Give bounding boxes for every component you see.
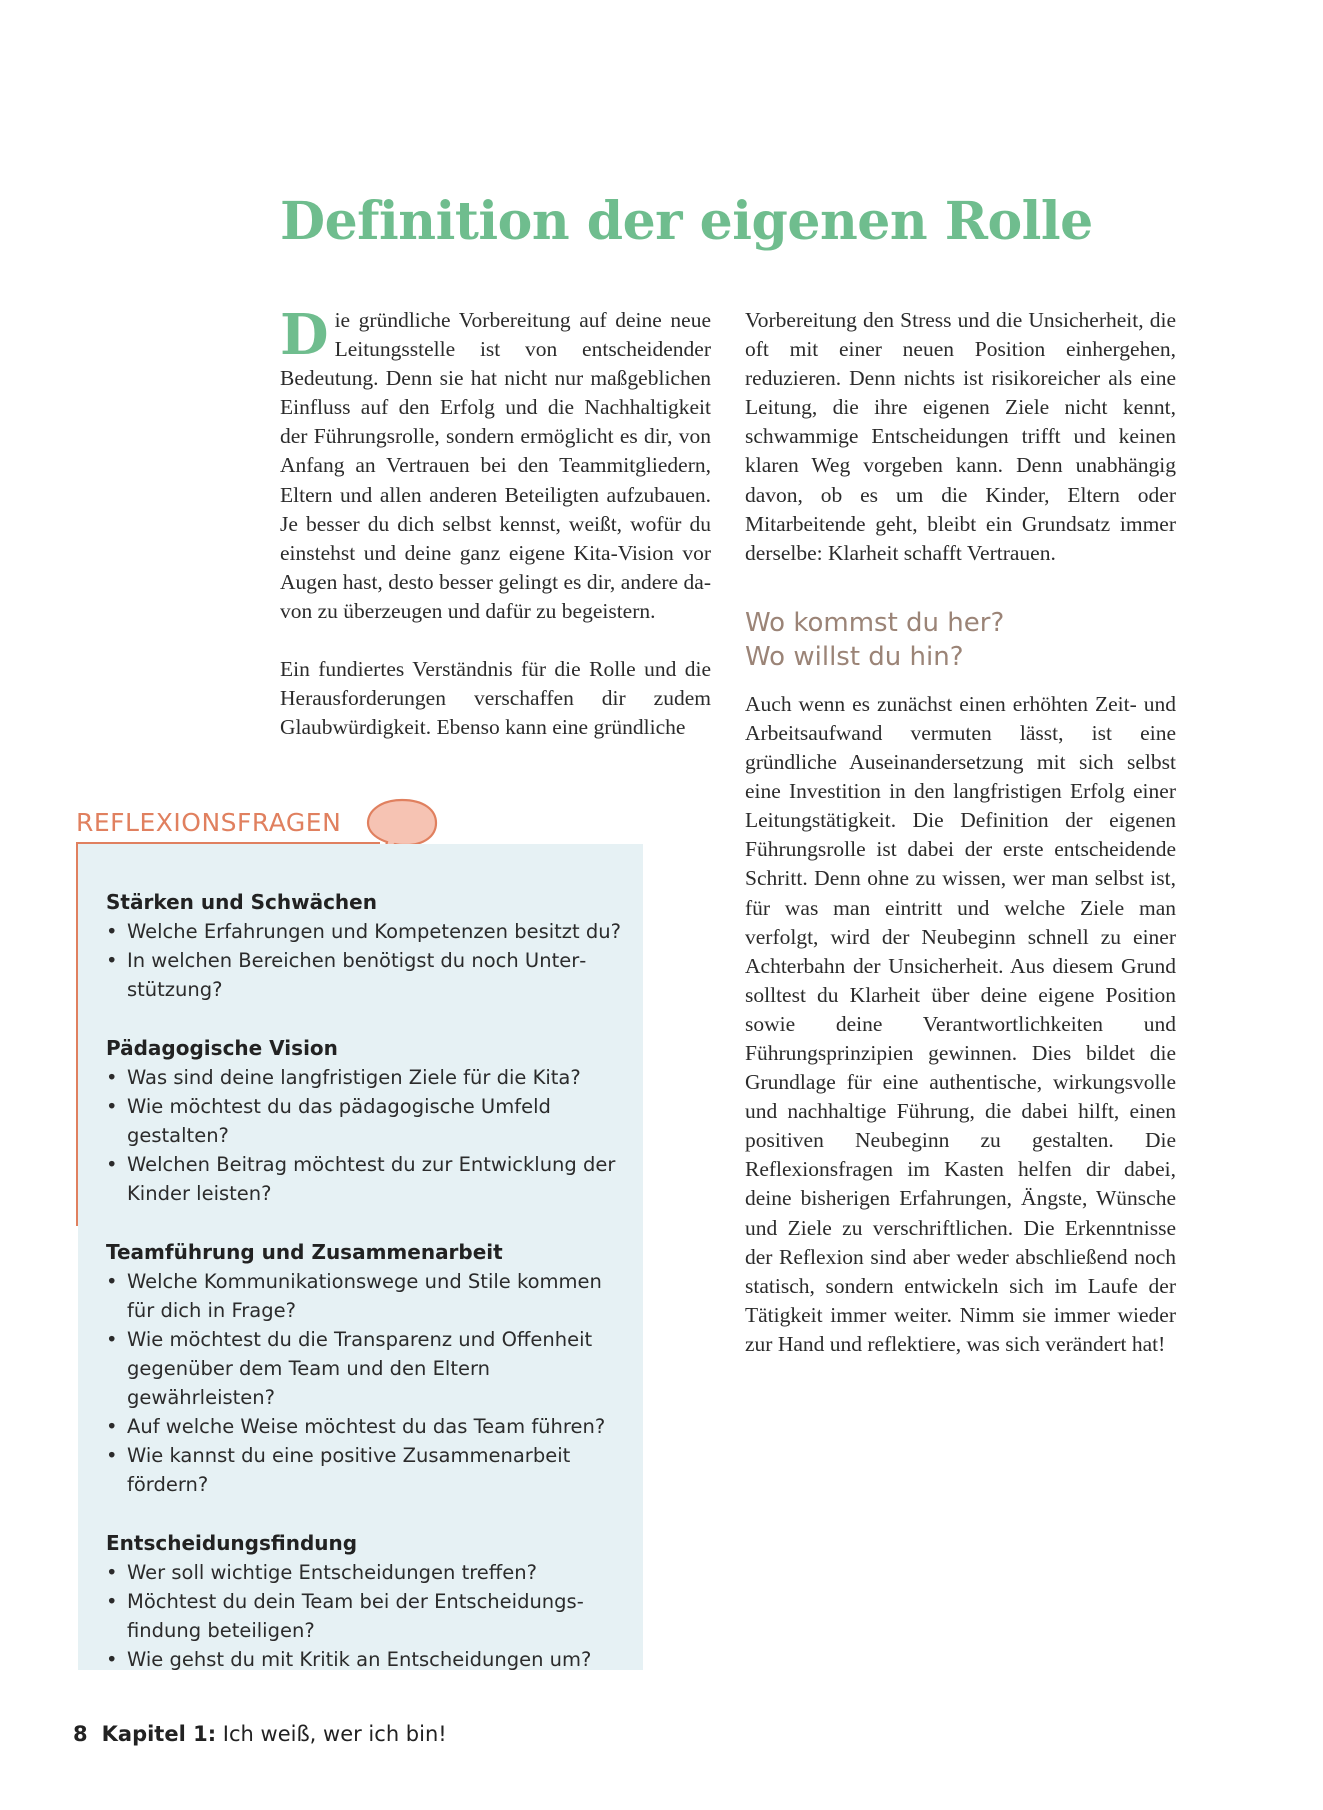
question-item: • Was sind deine langfristigen Ziele für die Kita?	[106, 1063, 626, 1092]
question-group	[106, 1034, 626, 1208]
question-item: • Wie möchtest du die Transparenz und Offenheit gegenüber dem Team und den Eltern gewährleisten?	[106, 1325, 626, 1412]
chapter-label: Kapitel 1:	[101, 1722, 217, 1746]
question-group-heading: Stärken und Schwächen	[106, 890, 377, 914]
question-item: • Wer soll wichtige Entscheidungen treffen?	[106, 1558, 626, 1587]
question-list	[106, 1267, 626, 1499]
intro-paragraph-2-continued: Vorbereitung den Stress und die Unsicherheit, die oft mit einer neuen Position einhergehen, reduzieren. Denn nichts ist risikoreicher als eine Leitung, die ihre eigenen Ziele nicht kennt, schwammige Entscheidungen trifft und keinen klaren Weg vorgeben kann. Denn unabhängig davon, ob es um die Kinder, Eltern oder Mitarbeitende geht, bleibt ein Grundsatz immer derselbe: Klarheit schafft Vertrauen.	[745, 308, 1176, 565]
drop-cap: D	[280, 302, 329, 368]
reflexion-label: REFLEXIONSFRAGEN	[76, 808, 342, 837]
chapter-title: Ich weiß, wer ich bin!	[222, 1722, 447, 1746]
question-list	[106, 1558, 626, 1674]
question-list	[106, 1063, 626, 1208]
page-footer	[73, 1720, 447, 1748]
question-item: • Wie möchtest du das pädagogische Umfeld gestalten?	[106, 1092, 626, 1150]
question-group-heading: Teamführung und Zusammenarbeit	[106, 1240, 503, 1264]
question-item: • Welche Erfahrungen und Kompetenzen besitzt du?	[106, 917, 626, 946]
intro-column-left	[280, 302, 711, 742]
question-item: • Möchtest du dein Team bei der Entscheidungsfindung beteiligen?	[106, 1587, 626, 1645]
page-title: Definition der eigenen Rolle	[280, 191, 1093, 252]
section-paragraph: Auch wenn es zunächst einen erhöhten Zeit- und Arbeitsaufwand vermuten lässt, ist eine gründliche Auseinandersetzung mit sich selbst eine Investition in den langfristigen Erfolg einer Leitungstätigkeit. Die Definition der eigenen Führungsrolle ist dabei der erste entscheidende Schritt. Denn ohne zu wissen, wer man selbst ist, für was man eintritt und welche Ziele man verfolgt, wird der Neubeginn schnell zu einer Achterbahn der Unsicherheit. Aus diesem Grund solltest du Klarheit über deine eigene Position sowie deine Verantwortlichkeiten und Führungsprinzipien gewinnen. Dies bildet die Grundlage für eine authentische, wirkungsvolle und nachhaltige Führung, die dabei hilft, einen positiven Neubeginn zu gestalten. Die Reflexionsfragen im Kasten helfen dir dabei, deine bisherigen Erfahrungen, Ängste, Wünsche und Ziele zu verschriftlichen. Die Erkenntnisse der Reflexion sind aber weder abschließend noch statisch, sondern entwickeln sich im Laufe der Tätigkeit immer weiter. Nimm sie immer wieder zur Hand und reflektiere, was sich verändert hat!	[745, 691, 1176, 1356]
question-group	[106, 1529, 626, 1674]
question-group-heading: Pädagogische Vision	[106, 1036, 338, 1060]
reflexion-questions	[106, 888, 626, 1704]
question-item: • Welchen Beitrag möchtest du zur Entwicklung der Kinder leisten?	[106, 1150, 626, 1208]
question-group-heading: Entscheidungsfindung	[106, 1531, 358, 1555]
question-item: • Wie kannst du eine positive Zusammenarbeit fördern?	[106, 1441, 626, 1499]
intro-paragraph-2: Ein fundiertes Verständnis für die Rolle und die Herausforderungen verschaffen dir zudem Glaubwürdigkeit. Ebenso kann eine gründliche	[280, 657, 711, 740]
page-number: 8	[73, 1722, 88, 1746]
question-item: • In welchen Bereichen benötigst du noch Unterstützung?	[106, 946, 626, 1004]
section-heading-line-1: Wo kommst du her?	[745, 607, 1005, 638]
question-item: • Wie gehst du mit Kritik an Entscheidungen um?	[106, 1645, 626, 1674]
text-column-right	[745, 306, 1176, 1359]
intro-paragraph-1-text: ie gründliche Vorbereitung auf deine neue Leitungsstelle ist von entscheidender Bedeutung. Denn sie hat nicht nur maßgeblichen Einfluss auf den Erfolg und die Nachhaltigkeit der Führungsrolle, sondern ermöglicht es dir, von Anfang an Vertrauen bei den Teammitgliedern, Eltern und allen anderen Beteiligten aufzubauen. Je besser du dich selbst kennst, weißt, wofür du einstehst und deine ganz eigene Kita-Vision vor Augen hast, desto besser gelingt es dir, andere davon zu überzeugen und dafür zu begeistern.	[280, 308, 711, 623]
question-group	[106, 1238, 626, 1499]
question-item: • Auf welche Weise möchtest du das Team führen?	[106, 1412, 626, 1441]
question-group	[106, 888, 626, 1004]
section-heading-line-2: Wo willst du hin?	[745, 641, 964, 672]
section-heading	[745, 606, 1176, 674]
question-item: • Welche Kommunikationswege und Stile kommen für dich in Frage?	[106, 1267, 626, 1325]
question-list	[106, 917, 626, 1004]
intro-paragraph-1	[280, 302, 711, 626]
